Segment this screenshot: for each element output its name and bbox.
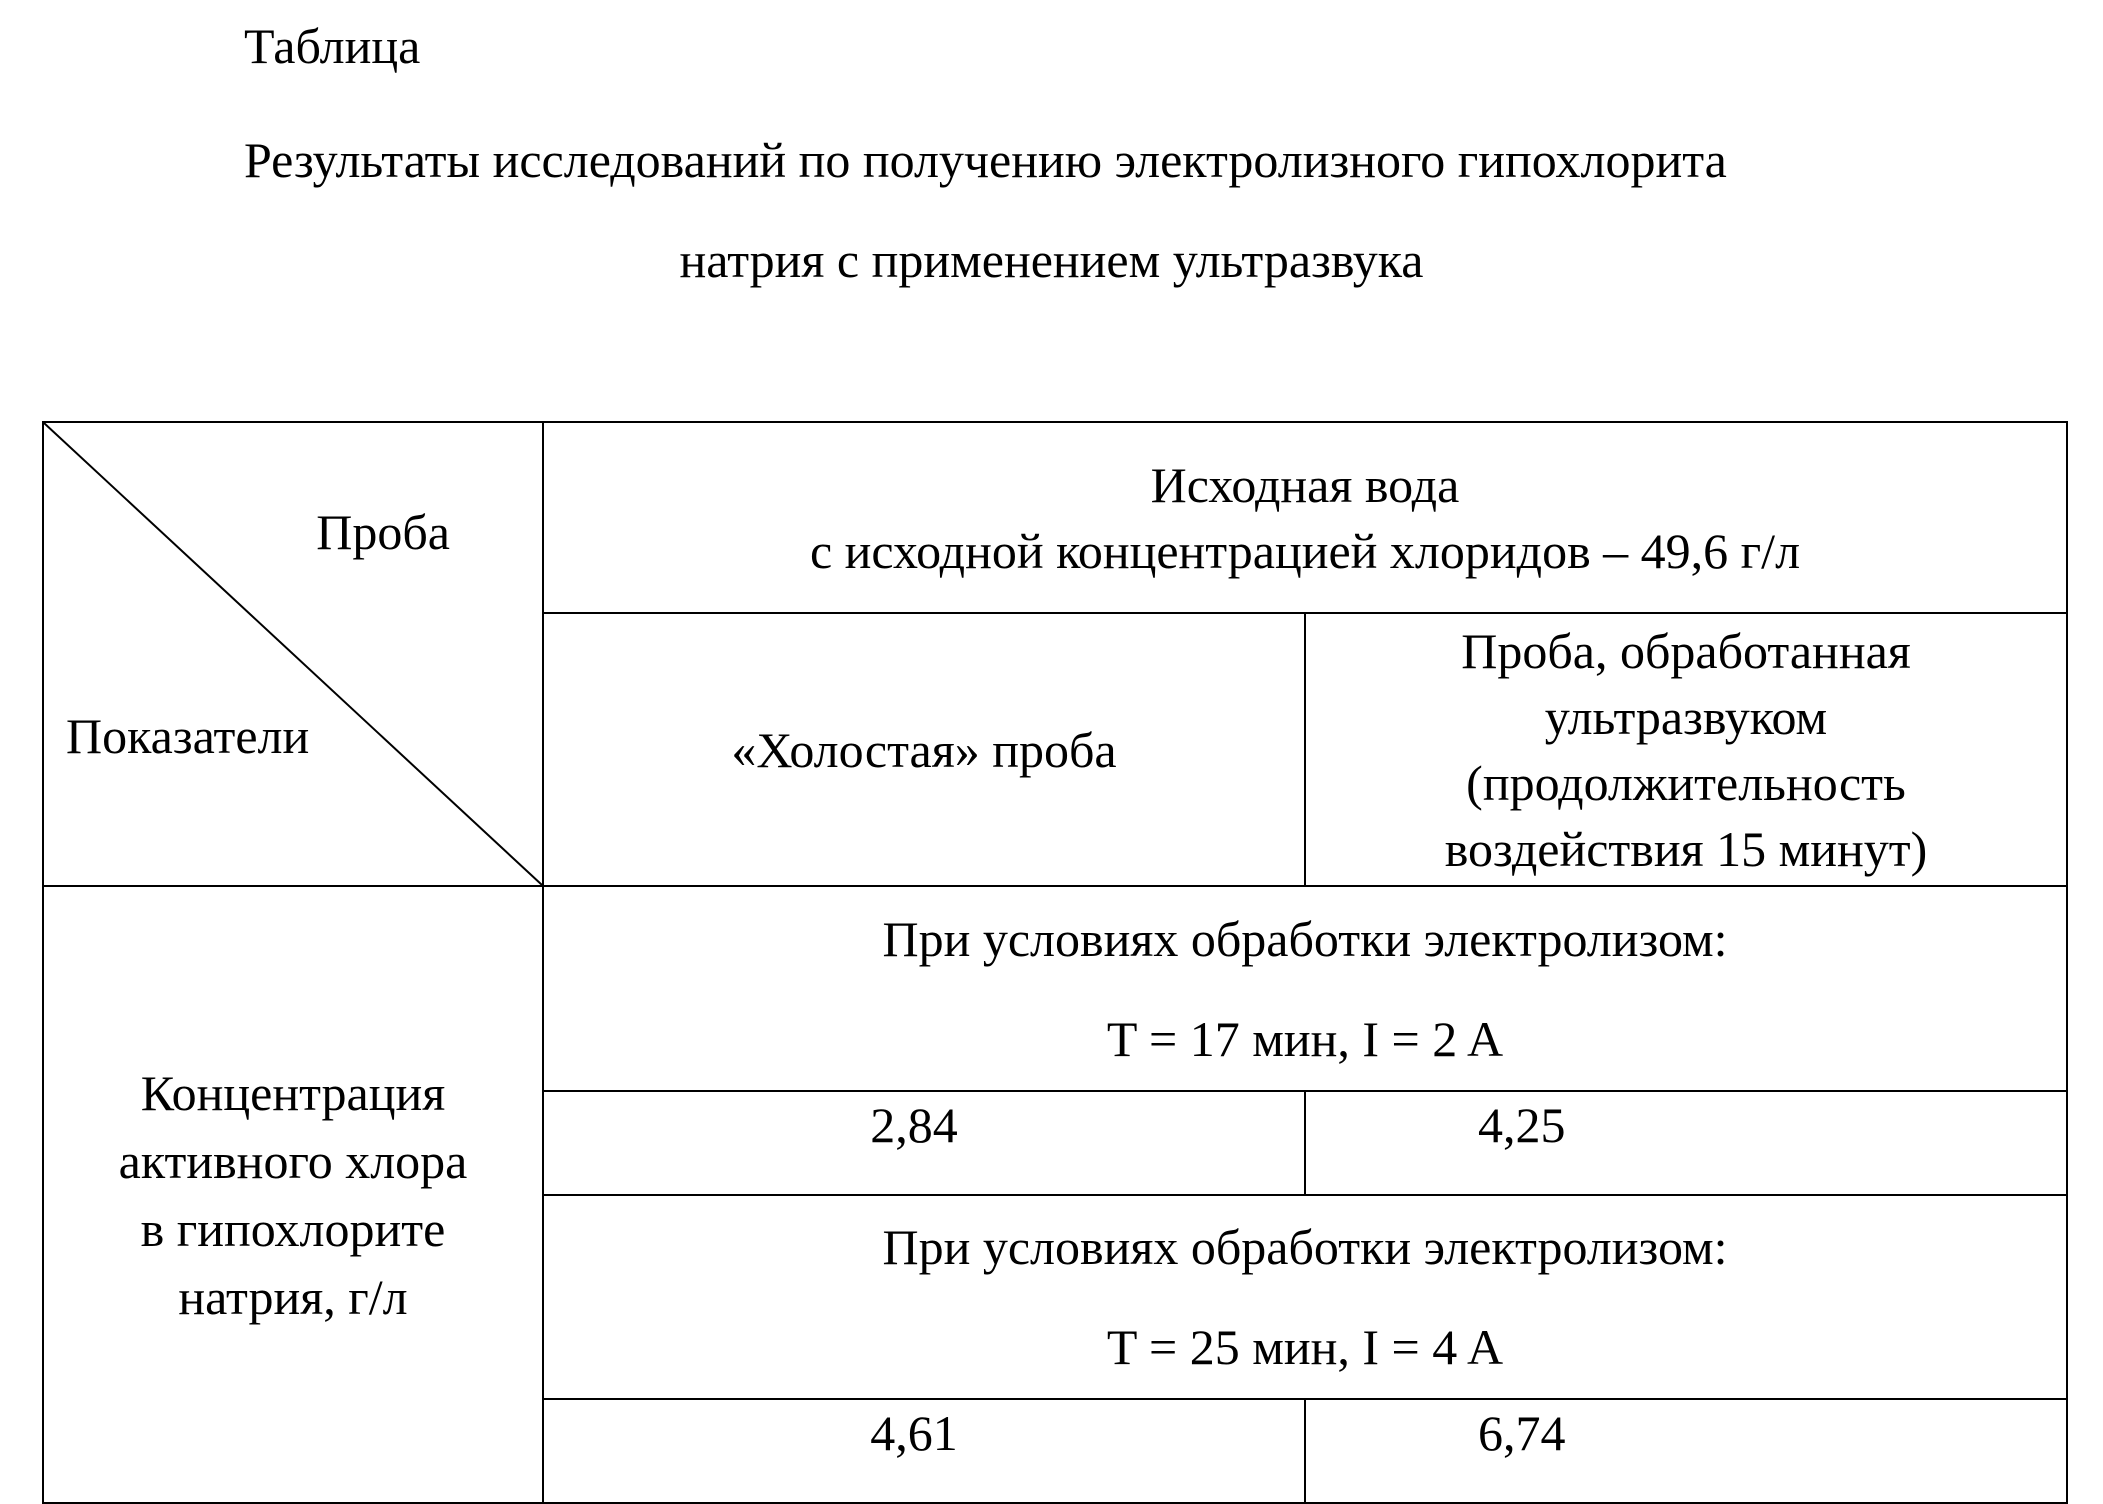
value-treated-text: 6,74 bbox=[1478, 1405, 1566, 1461]
header-treated-line1: Проба, обработанная bbox=[1461, 622, 1911, 679]
condition-params: T = 17 мин, I = 2 A bbox=[1106, 1010, 1504, 1067]
value-treated bbox=[1305, 1399, 2067, 1503]
value-blank bbox=[543, 1091, 1305, 1195]
value-treated bbox=[1305, 1091, 2067, 1195]
header-treated-line2: ультразвуком bbox=[1544, 688, 1828, 745]
row-label-active-chlorine bbox=[43, 886, 543, 1503]
row-label-line1: Концентрация bbox=[140, 1064, 446, 1121]
condition-text: При условиях обработки электролизом: bbox=[882, 1219, 1728, 1275]
value-blank-text: 4,61 bbox=[870, 1405, 958, 1461]
corner-header-cell bbox=[43, 422, 543, 886]
table-caption-title-line2: натрия с применением ультразвука bbox=[679, 232, 1424, 288]
corner-label-indicators: Показатели bbox=[66, 708, 310, 764]
row-label-line3: в гипохлорите bbox=[140, 1200, 446, 1257]
table-caption-title bbox=[0, 110, 2103, 310]
row-label-line2: активного хлора bbox=[118, 1132, 468, 1189]
header-source-water-line2: с исходной концентрацией хлоридов – 49,6 г/л bbox=[809, 522, 1801, 579]
corner-label-sample: Проба bbox=[316, 504, 450, 560]
condition-cell bbox=[543, 1195, 2067, 1399]
header-source-water-line1: Исходная вода bbox=[1150, 456, 1460, 513]
row-label-line4: натрия, г/л bbox=[178, 1268, 408, 1325]
condition-cell bbox=[543, 886, 2067, 1091]
diagonal-divider bbox=[44, 423, 542, 885]
table-caption-label: Таблица bbox=[244, 18, 421, 74]
table-caption-title-line1: Результаты исследований по получению электролизного гипохлорита bbox=[244, 132, 1727, 188]
value-treated-text: 4,25 bbox=[1478, 1097, 1566, 1153]
results-table bbox=[42, 421, 2068, 1504]
condition-row bbox=[43, 886, 2067, 1091]
condition-text: При условиях обработки электролизом: bbox=[882, 910, 1728, 967]
header-blank-sample: «Холостая» проба bbox=[543, 613, 1305, 886]
condition-params: T = 25 мин, I = 4 A bbox=[1106, 1319, 1504, 1375]
header-source-water bbox=[543, 422, 2067, 613]
value-blank bbox=[543, 1399, 1305, 1503]
header-treated-line3: (продолжительность bbox=[1466, 754, 1906, 811]
value-blank-text: 2,84 bbox=[870, 1097, 958, 1153]
header-treated-sample bbox=[1305, 613, 2067, 886]
header-row-main bbox=[43, 422, 2067, 613]
header-treated-line4: воздействия 15 минут) bbox=[1444, 820, 1928, 877]
